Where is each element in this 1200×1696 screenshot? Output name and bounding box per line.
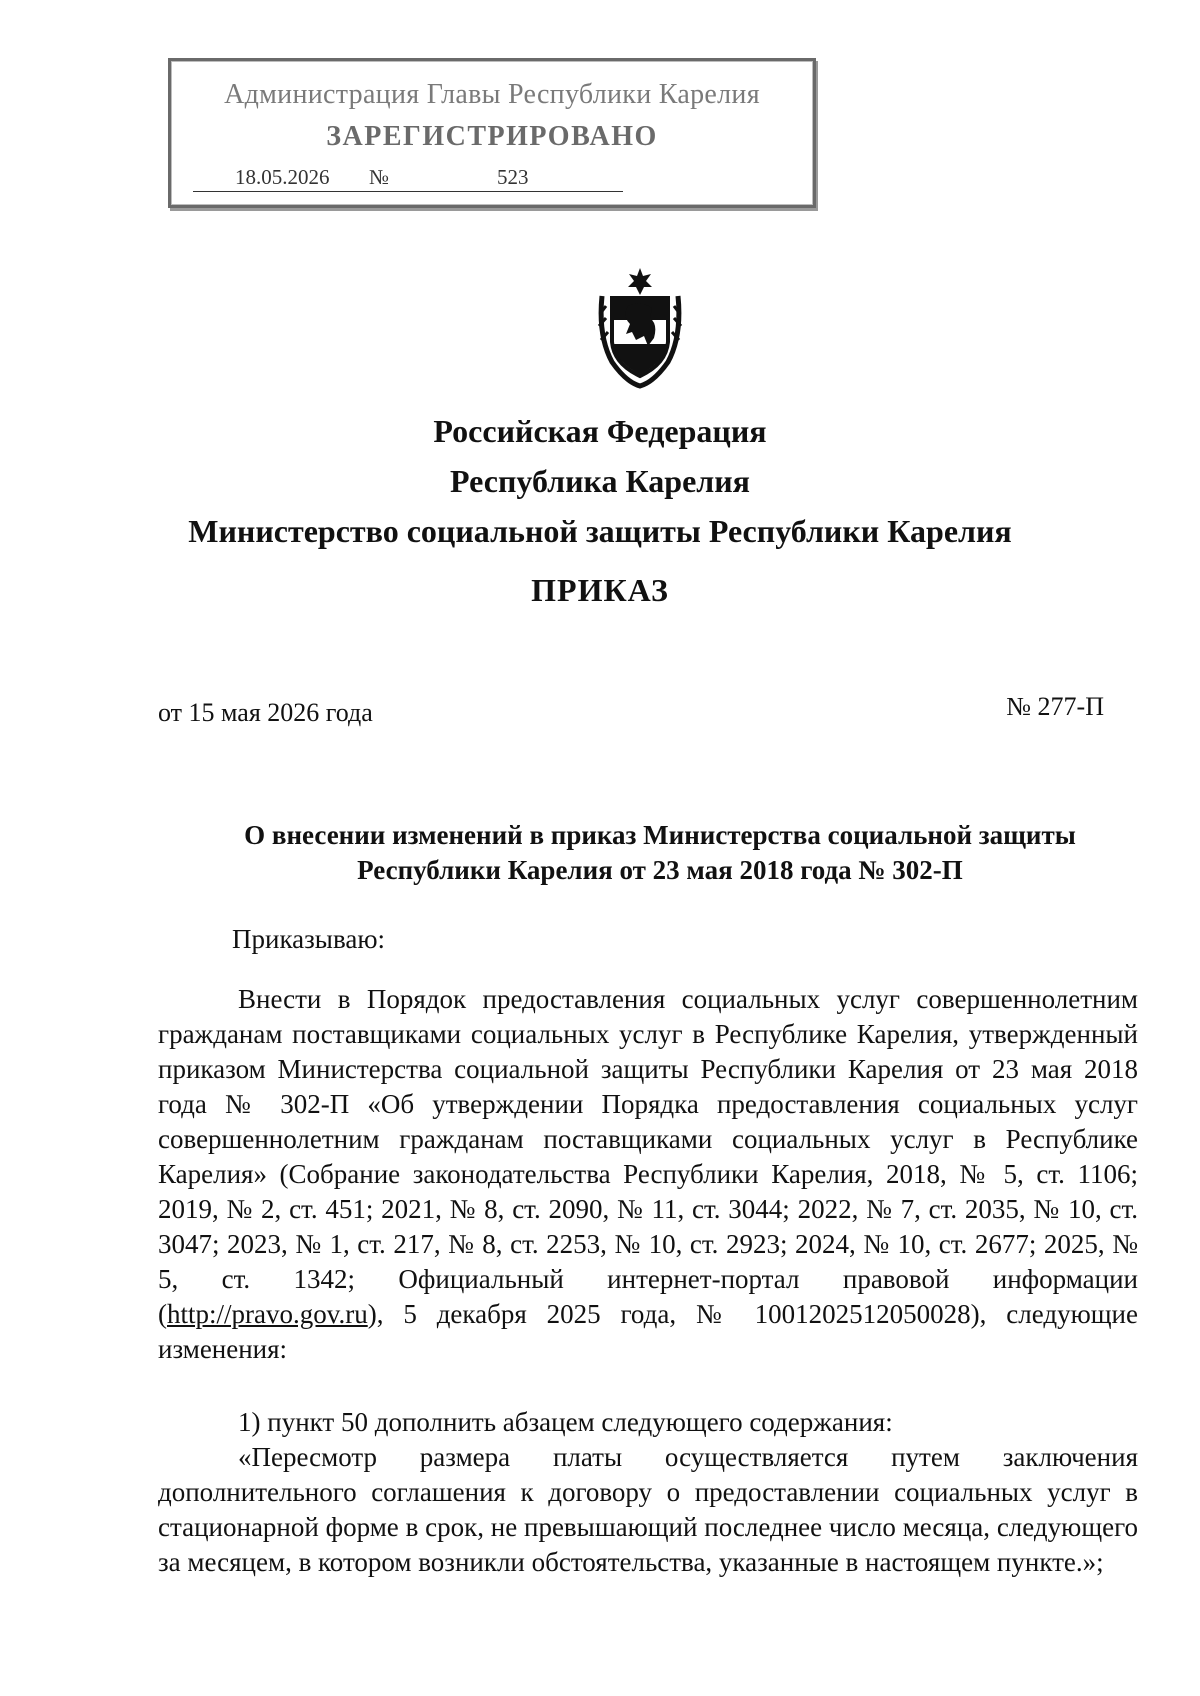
header-region: Республика Карелия (450, 463, 750, 499)
body-paragraph-1 (158, 982, 1138, 1367)
registration-stamp (168, 58, 816, 208)
stamp-number-label: № (369, 165, 390, 189)
body-item-1-quote: «Пересмотр размера платы осуществляется путем заключения дополнительного соглашения к договору о предоставлении социальных услуг в стационарной форме в срок, не превышающий последнее число месяца, следующего за месяцем, в котором возникли обстоятельства, указанные в настоящем пункте.»; (158, 1442, 1138, 1577)
header-ministry: Министерство социальной защиты Республики Карелия (188, 513, 1012, 549)
paragraph-1-text-end: ), 5 декабря 2025 года, № 1001202512050028), следующие изменения: (158, 1299, 1138, 1364)
paragraph-1-text: Внести в Порядок предоставления социальных услуг совершеннолетним гражданам поставщиками социальных услуг в Республике Карелия, утвержденный приказом Министерства социальной защиты Республики Карелия от 23 мая 2018 года № 302-П «Об утверждении Порядка предоставления социальных услуг совершеннолетним гражданам поставщиками социальных услуг в Республике Карелия» (Собрание законодательства Республики Карелия, 2018, № 5, ст. 1106; 2019, № 2, ст. 451; 2021, № 8, ст. 2090, № 11, ст. 3044; 2022, № 7, ст. 2035, № 10, ст. 3047; 2023, № 1, ст. 217, № 8, ст. 2253, № 10, ст. 2923; 2024, № 10, ст. 2677; 2025, № 5, ст. 1342; Официальный интернет-портал правовой информации ( (158, 984, 1138, 1329)
directive: Приказываю: (232, 924, 385, 954)
stamp-date: 18.05.2026 (235, 165, 330, 189)
karelia-coat-of-arms-icon (592, 266, 688, 390)
stamp-status: ЗАРЕГИСТРИРОВАНО (326, 121, 658, 152)
order-number: № 277-П (1006, 692, 1104, 721)
stamp-organization: Администрация Главы Республики Карелия (224, 79, 760, 110)
order-subject (200, 818, 1120, 888)
header-country: Российская Федерация (433, 413, 767, 449)
stamp-number: 523 (497, 165, 529, 189)
document-type: ПРИКАЗ (531, 572, 669, 608)
subject-line-2: Республики Карелия от 23 мая 2018 года № 302-П (357, 855, 963, 885)
stamp-underline (193, 191, 623, 192)
order-date: от 15 мая 2026 года (158, 698, 373, 727)
body-item-1: 1) пункт 50 дополнить абзацем следующего содержания: (238, 1407, 893, 1437)
subject-line-1: О внесении изменений в приказ Министерства социальной защиты (244, 820, 1076, 850)
document-header (0, 406, 1200, 556)
pravo-link[interactable]: http://pravo.gov.ru (167, 1299, 368, 1329)
order-body (158, 982, 1138, 1580)
